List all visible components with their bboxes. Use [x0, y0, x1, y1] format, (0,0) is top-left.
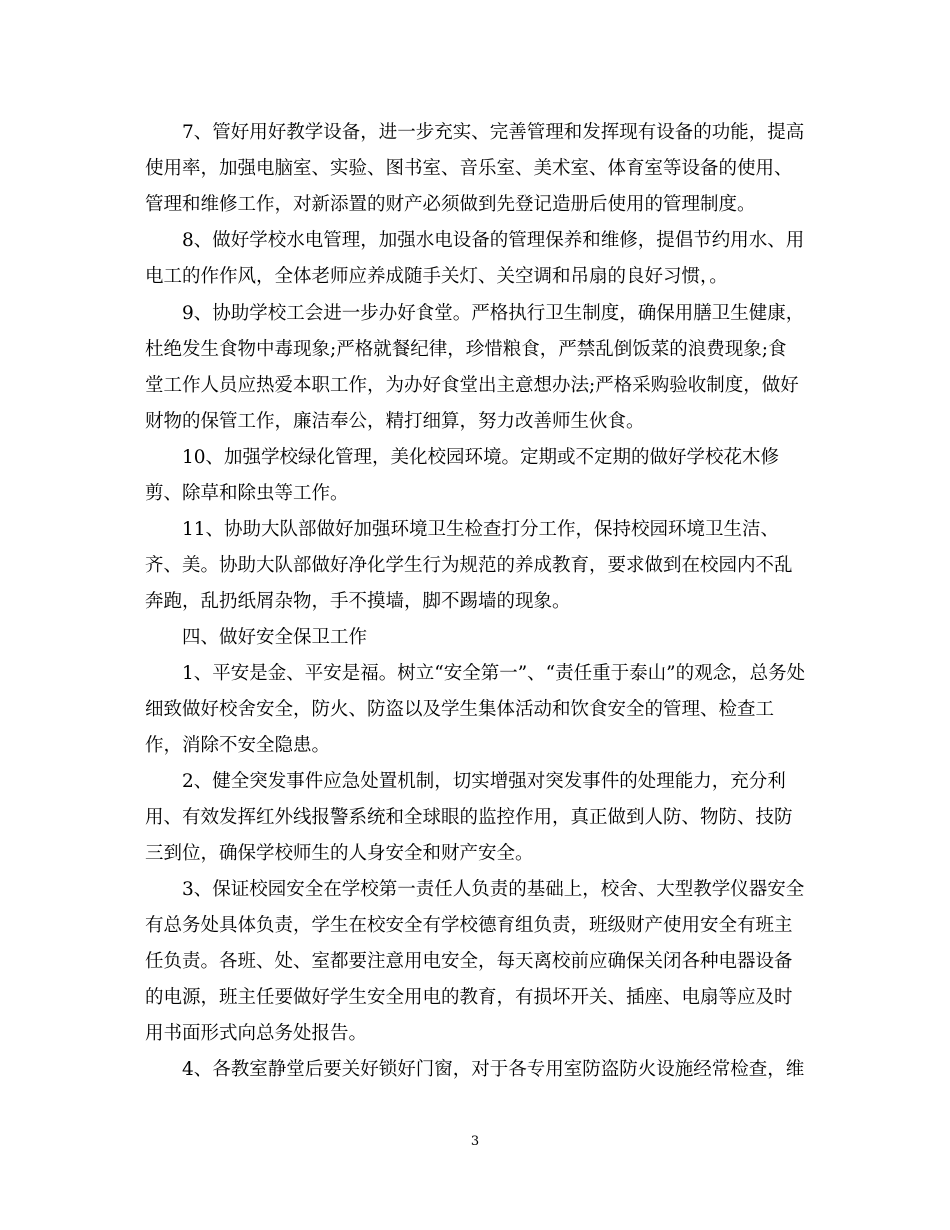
- text-line: 2、健全突发事件应急处置机制，切实增强对突发事件的处理能力，充分利: [182, 771, 786, 792]
- text-line: 7、管好用好教学设备，进一步充实、完善管理和发挥现有设备的功能，提高: [182, 122, 805, 143]
- text-line: 堂工作人员应热爱本职工作，为办好食堂出主意想办法;严格采购验收制度，做好: [145, 375, 799, 396]
- text-line: 有总务处具体负责，学生在校安全有学校德育组负责，班级财产使用安全有班主: [145, 915, 793, 936]
- text-line: 10、加强学校绿化管理，美化校园环境。定期或不定期的做好学校花木修: [182, 447, 780, 468]
- text-line: 8、做好学校水电管理，加强水电设备的管理保养和维修，提倡节约用水、用: [182, 230, 805, 251]
- page-number: 3: [470, 1134, 480, 1149]
- text-line: 任负责。各班、处、室都要注意用电安全，每天离校前应确保关闭各种电器设备: [145, 951, 793, 972]
- text-line: 9、协助学校工会进一步办好食堂。严格执行卫生制度，确保用膳卫生健康，: [182, 303, 805, 324]
- text-line: 杜绝发生食物中毒现象;严格就餐纪律，珍惜粮食，严禁乱倒饭菜的浪费现象;食: [145, 339, 787, 360]
- text-line: 用书面形式向总务处报告。: [145, 1023, 368, 1044]
- text-line: 11、协助大队部做好加强环境卫生检查打分工作，保持校园环境卫生洁、: [182, 519, 780, 540]
- text-line: 三到位，确保学校师生的人身安全和财产安全。: [145, 843, 534, 864]
- text-line: 剪、除草和除虫等工作。: [145, 483, 349, 504]
- text-line: 细致做好校舍安全，防火、防盗以及学生集体活动和饮食安全的管理、检查工: [145, 699, 775, 720]
- text-line: 作，消除不安全隐患。: [145, 735, 331, 756]
- text-line: 1、平安是金、平安是福。树立“安全第一”、“责任重于泰山”的观念，总务处: [182, 663, 806, 684]
- text-line: 财物的保管工作，廉洁奉公，精打细算，努力改善师生伙食。: [145, 411, 645, 432]
- section-heading: 四、做好安全保卫工作: [182, 627, 368, 648]
- text-line: 4、各教室静堂后要关好锁好门窗，对于各专用室防盗防火设施经常检查，维: [182, 1059, 805, 1080]
- text-line: 的电源，班主任要做好学生安全用电的教育，有损坏开关、插座、电扇等应及时: [145, 987, 793, 1008]
- text-line: 管理和维修工作，对新添置的财产必须做到先登记造册后使用的管理制度。: [145, 194, 756, 215]
- text-line: 齐、美。协助大队部做好净化学生行为规范的养成教育，要求做到在校园内不乱: [145, 555, 793, 576]
- text-line: 用、有效发挥红外线报警系统和全球眼的监控作用，真正做到人防、物防、技防: [145, 807, 793, 828]
- text-line: 3、保证校园安全在学校第一责任人负责的基础上，校舍、大型教学仪器安全: [182, 879, 805, 900]
- text-line: 奔跑，乱扔纸屑杂物，手不摸墙，脚不踢墙的现象。: [145, 591, 571, 612]
- text-line: 电工的作作风，全体老师应养成随手关灯、关空调和吊扇的良好习惯，。: [145, 266, 728, 287]
- text-line: 使用率，加强电脑室、实验、图书室、音乐室、美术室、体育室等设备的使用、: [145, 158, 793, 179]
